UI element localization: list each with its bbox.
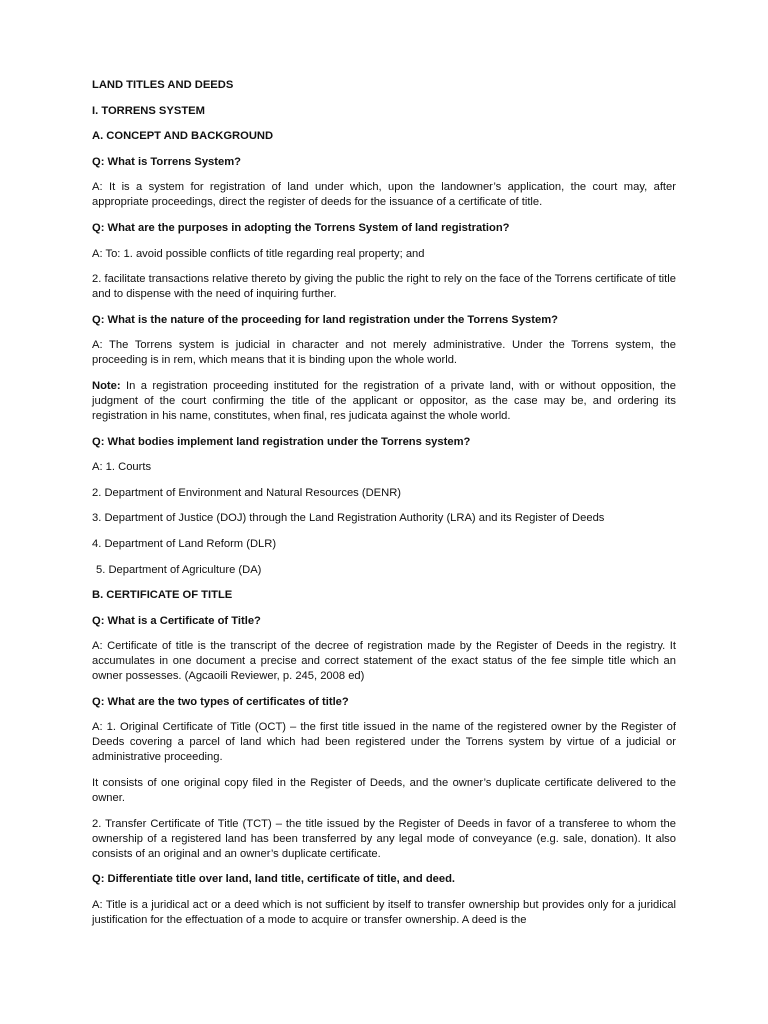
answer-bodies-item-1: A: 1. Courts: [92, 461, 152, 474]
answer-purposes-item-1: A: To: 1. avoid possible conflicts of title regarding real property; and: [92, 247, 425, 260]
note-text: In a registration proceeding instituted for the registration of a private land, with or without opposition, the judgment of the court confirming the title of the applicant or oppositor, as the case may be, and ordering its registration in his name, constitutes, when final, res judicata against the whole world.: [92, 379, 676, 422]
note-paragraph: [92, 379, 676, 424]
answer-bodies-item-3: 3. Department of Justice (DOJ) through the Land Registration Authority (LRA) and its Register of Deeds: [92, 512, 605, 525]
answer-bodies-item-4: 4. Department of Land Reform (DLR): [92, 537, 277, 550]
answer-types-oct-copies: It consists of one original copy filed in the Register of Deeds, and the owner’s duplicate certificate delivered to the owner.: [92, 777, 676, 805]
subsection-heading-concept: A. CONCEPT AND BACKGROUND: [92, 130, 274, 143]
question-what-is-torrens: Q: What is Torrens System?: [92, 155, 241, 168]
subsection-heading-certificate: B. CERTIFICATE OF TITLE: [92, 589, 233, 602]
answer-what-is-torrens: A: It is a system for registration of land under which, upon the landowner’s application, the court may, after appropriate proceedings, direct the register of deeds for the issuance of a certificate of title.: [92, 181, 676, 209]
answer-types-oct: A: 1. Original Certificate of Title (OCT) – the first title issued in the name of the registered owner by the Register of Deeds covering a parcel of land which had been registered under the Torrens system by virtue of a judicial or administrative proceeding.: [92, 721, 676, 764]
answer-types-tct: 2. Transfer Certificate of Title (TCT) – the title issued by the Register of Deeds in favor of a transferee to whom the ownership of a registered land has been transferred by any legal mode of conveyance (e.g. sale, donation). It also consists of an original and an owner’s duplicate certificate.: [92, 817, 676, 860]
question-purposes: Q: What are the purposes in adopting the Torrens System of land registration?: [92, 221, 510, 234]
answer-bodies-item-5: 5. Department of Agriculture (DA): [96, 563, 262, 576]
question-implementing-bodies: Q: What bodies implement land registration under the Torrens system?: [92, 435, 471, 448]
question-differentiate-titles: Q: Differentiate title over land, land title, certificate of title, and deed.: [92, 873, 456, 886]
answer-bodies-item-2: 2. Department of Environment and Natural Resources (DENR): [92, 486, 402, 499]
question-certificate-of-title: Q: What is a Certificate of Title?: [92, 614, 261, 627]
document-title: LAND TITLES AND DEEDS: [92, 79, 234, 91]
answer-certificate-of-title: A: Certificate of title is the transcript of the decree of registration made by the Register of Deeds in the registry. It accumulates in one document a precise and correct statement of the exact status of the fee simple title which an owner possesses. (Agcaoili Reviewer, p. 245, 2008 ed): [92, 640, 676, 683]
answer-nature-of-proceeding: A: The Torrens system is judicial in character and not merely administrative. Under the Torrens system, the proceeding is in rem, which means that it is binding upon the whole world.: [92, 339, 676, 367]
note-label: Note:: [92, 379, 121, 392]
document-page: [92, 78, 676, 938]
question-types-of-certificates: Q: What are the two types of certificates of title?: [92, 695, 349, 708]
question-nature-of-proceeding: Q: What is the nature of the proceeding for land registration under the Torrens System?: [92, 313, 558, 326]
answer-purposes-item-2: 2. facilitate transactions relative thereto by giving the public the right to rely on the face of the Torrens certificate of title and to dispense with the need of inquiring further.: [92, 273, 676, 301]
answer-differentiate-titles: A: Title is a juridical act or a deed which is not sufficient by itself to transfer ownership but provides only for a juridical justification for the effectuation of a mode to acquire or transfer ownership. A deed is the: [92, 898, 676, 926]
section-heading-torrens-system: I. TORRENS SYSTEM: [92, 104, 205, 117]
